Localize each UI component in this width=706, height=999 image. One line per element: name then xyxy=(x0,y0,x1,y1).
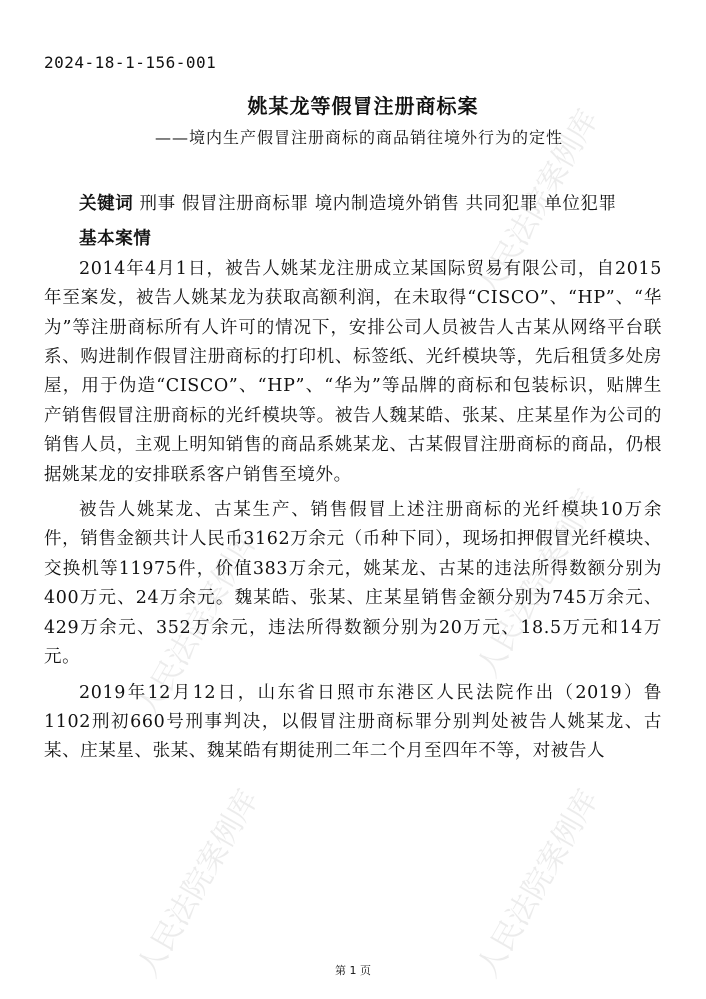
paragraph: 被告人姚某龙、古某生产、销售假冒上述注册商标的光纤模块10万余件，销售金额共计人民币3162万余元（币种下同），现场扣押假冒光纤模块、交换机等11975件，价值383万余元，姚某龙、古某的违法所得数额分别为400万元、24万余元。魏某皓、张某、庄某星销售金额分别为745万余元、429万余元、352万余元，违法所得数额分别为20万元、18.5万元和14万元。 xyxy=(44,500,662,668)
document-body xyxy=(44,190,662,767)
watermark: 人民法院案例库 xyxy=(470,104,606,304)
case-id: 2024-18-1-156-001 xyxy=(44,53,217,72)
paragraph: 2019年12月12日，山东省日照市东港区人民法院作出（2019）鲁1102刑初660号刑事判决，以假冒注册商标罪分别判处被告人姚某龙、古某、庄某星、张某、魏某皓有期徒刑二年二个月至四年不等，对被告人 xyxy=(44,682,662,762)
watermark: 人民法院案例库 xyxy=(130,784,266,984)
watermark: 人民法院案例库 xyxy=(470,784,606,984)
watermark: 人民法院案例库 xyxy=(470,484,606,684)
page-number: 第 1 页 xyxy=(335,964,371,977)
paragraph: 2014年4月1日，被告人姚某龙注册成立某国际贸易有限公司，自2015年至案发，被告人姚某龙为获取高额利润，在未取得“CISCO”、“HP”、“华为”等注册商标所有人许可的情况下，安排公司人员被告人古某从网络平台联系、购进制作假冒注册商标的打印机、标签纸、光纤模块等，先后租赁多处房屋，用于伪造“CISCO”、“HP”、“华为”等品牌的商标和包装标识，贴牌生产销售假冒注册商标的光纤模块等。被告人魏某皓、张某、庄某星作为公司的销售人员，主观上明知销售的商品系姚某龙、古某假冒注册商标的商品，仍根据姚某龙的安排联系客户销售至境外。 xyxy=(44,258,662,485)
keywords-label: 关键词 xyxy=(79,194,134,214)
watermark: 人民法院案例库 xyxy=(130,524,266,724)
keywords-line xyxy=(44,190,662,219)
keywords-value: 刑事 假冒注册商标罪 境内制造境外销售 共同犯罪 单位犯罪 xyxy=(139,194,617,214)
page-title: 姚某龙等假冒注册商标案 xyxy=(247,94,479,118)
section-heading: 基本案情 xyxy=(79,229,152,250)
page-subtitle: ——境内生产假冒注册商标的商品销往境外行为的定性 xyxy=(155,128,564,147)
